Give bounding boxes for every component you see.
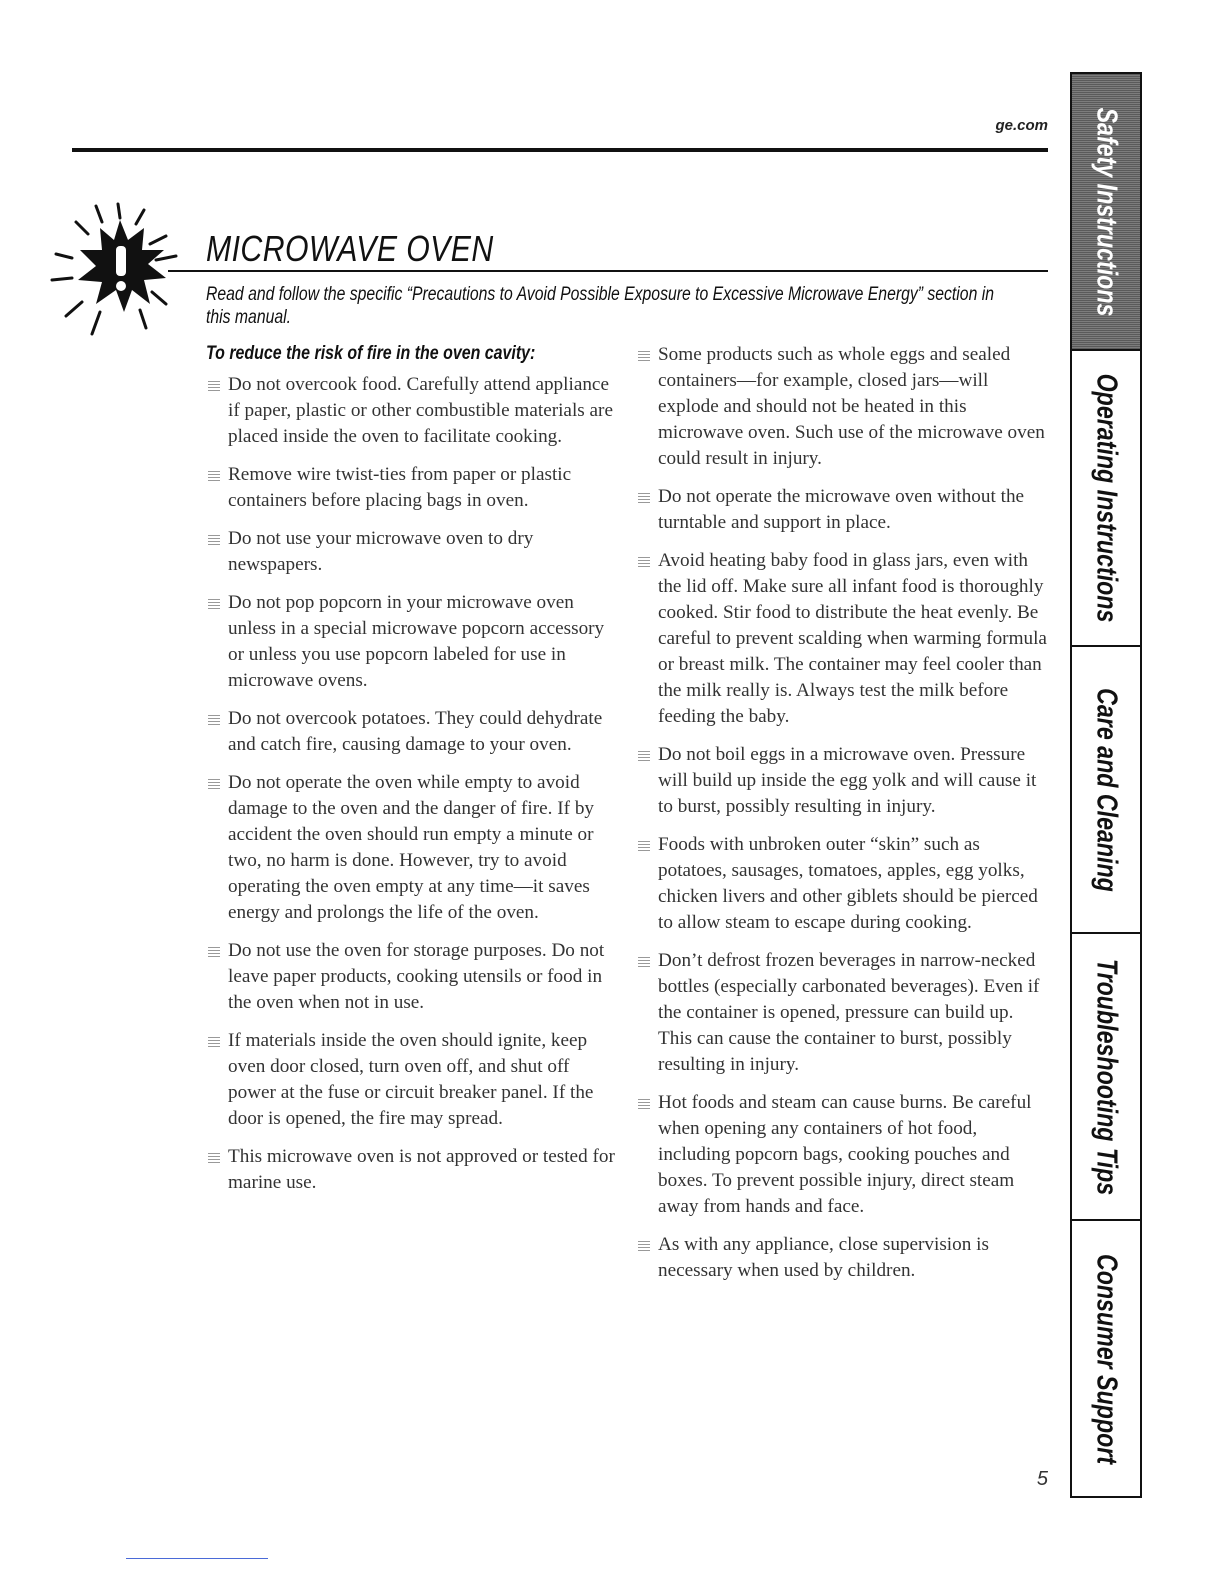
bullet-icon [208,470,220,481]
bullet-icon [638,956,650,967]
page-number: 5 [1036,1468,1048,1490]
bullet-icon [638,1240,650,1251]
list-item: Do not boil eggs in a microwave oven. Pressure will build up inside the egg yolk and will cause it to burst, possibly resulting in injury. [636,742,1051,820]
list-item: Remove wire twist-ties from paper or plastic containers before placing bags in oven. [206,462,616,514]
bullet-icon [638,750,650,761]
tab-operating-instructions[interactable] [1072,351,1140,647]
list-item: If materials inside the oven should ignite, keep oven door closed, turn oven off, and shut off power at the fuse or circuit breaker panel. If the door is opened, the fire may spread. [206,1028,616,1132]
fire-risk-heading: To reduce the risk of fire in the oven cavity: [206,343,536,364]
list-item: This microwave oven is not approved or tested for marine use. [206,1144,616,1196]
list-item: Do not use the oven for storage purposes. Do not leave paper products, cooking utensils or food in the oven when not in use. [206,938,616,1016]
tab-consumer-support[interactable] [1072,1221,1140,1496]
tab-label: Consumer Support [1090,1253,1123,1464]
section-intro: Read and follow the specific “Precautions to Avoid Possible Exposure to Excessive Microwave Energy” section in this manual. [206,284,995,328]
bullet-icon [208,534,220,545]
list-item: Foods with unbroken outer “skin” such as potatoes, sausages, tomatoes, apples, egg yolks, chicken livers and other giblets should be pierced to allow steam to escape during cooking. [636,832,1051,936]
bullet-icon [208,714,220,725]
title-rule [168,270,1048,272]
header-rule [72,148,1048,152]
bullet-icon [208,1152,220,1163]
bullet-icon [208,946,220,957]
tab-label: Operating Instructions [1090,373,1123,623]
list-item: Avoid heating baby food in glass jars, even with the lid off. Make sure all infant food is thoroughly cooked. Stir food to distribute the heat evenly. Be careful to prevent scalding when warming formula or breast milk. The container may feel cooler than the milk really is. Always test the milk before feeding the baby. [636,548,1051,730]
list-item: Do not operate the oven while empty to avoid damage to the oven and the danger of fire. If by accident the oven should run empty a minute or two, no harm is done. However, try to avoid operating the oven empty at any time—it saves energy and prolongs the life of the oven. [206,770,616,926]
tab-label: Troubleshooting Tips [1090,958,1123,1195]
bullet-icon [638,492,650,503]
list-item: Do not operate the microwave oven without the turntable and support in place. [636,484,1051,536]
side-tab-bar [1070,72,1142,1498]
bullet-icon [638,840,650,851]
tab-safety-instructions[interactable] [1072,74,1140,351]
site-url: ge.com [995,117,1048,134]
list-item: Do not pop popcorn in your microwave oven unless in a special microwave popcorn accessory or unless you use popcorn labeled for use in microwave ovens. [206,590,616,694]
list-item: Some products such as whole eggs and sealed containers—for example, closed jars—will explode and should not be heated in this microwave oven. Such use of the microwave oven could result in injury. [636,342,1051,472]
section-title: MICROWAVE OVEN [206,228,494,269]
list-item: As with any appliance, close supervision is necessary when used by children. [636,1232,1051,1284]
left-column-list [206,372,616,1208]
tab-label: Safety Instructions [1090,107,1123,316]
list-item: Don’t defrost frozen beverages in narrow-necked bottles (especially carbonated beverages). Even if the container is opened, pressure can build up. This can cause the container to burst, possibly resulting in injury. [636,948,1051,1078]
bullet-icon [638,1098,650,1109]
tab-label: Care and Cleaning [1090,687,1123,892]
list-item: Do not overcook food. Carefully attend appliance if paper, plastic or other combustible materials are placed inside the oven to facilitate cooking. [206,372,616,450]
bullet-icon [208,380,220,391]
tab-troubleshooting-tips[interactable] [1072,934,1140,1221]
bullet-icon [638,350,650,361]
list-item: Hot foods and steam can cause burns. Be careful when opening any containers of hot food, including popcorn bags, cooking pouches and boxes. To prevent possible injury, direct steam away from hands and face. [636,1090,1051,1220]
list-item: Do not use your microwave oven to dry newspapers. [206,526,616,578]
bullet-icon [638,556,650,567]
bullet-icon [208,1036,220,1047]
bullet-icon [208,598,220,609]
right-column-list [636,342,1051,1296]
bullet-icon [208,778,220,789]
list-item: Do not overcook potatoes. They could dehydrate and catch fire, causing damage to your oven. [206,706,616,758]
tab-care-and-cleaning[interactable] [1072,647,1140,934]
footer-link-underline [126,1558,268,1559]
